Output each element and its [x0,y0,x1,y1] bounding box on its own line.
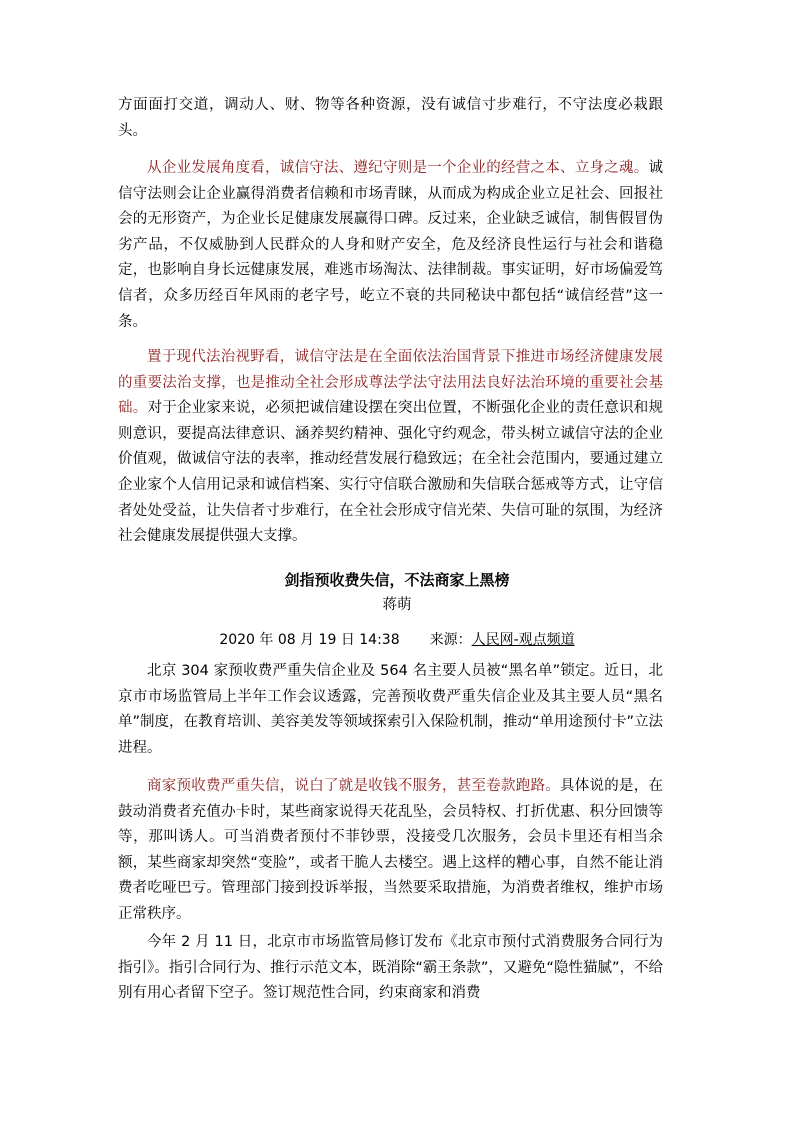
paragraph-highlight: 商家预收费严重失信，说白了就是收钱不服务，甚至卷款跑路。 [147,778,560,794]
paragraph-text: 方面面打交道，调动人、财、物等各种资源，没有诚信寸步难行，不守法度必栽跟头。 [118,97,663,139]
paragraph-text: 诚信守法则会让企业赢得消费者信赖和市场青睐，从而成为构成企业立足社会、回报社会的无形资产，为企业长足健康发展赢得口碑。反过来，企业缺乏诚信，制售假冒伪劣产品，不仅威胁到人民群众的人身和财产安全，危及经济良性运行与社会和谐稳定，也影响自身长远健康发展，难逃市场淘汰、法律制裁。事实证明，好市场偏爱笃信者，众多历经百年风雨的老字号，屹立不衰的共同秘诀中都包括“诚信经营”这一条。 [118,160,663,330]
paragraph-blacklist [118,659,663,761]
article-date: 2020 年 08 月 19 日 14:38 [219,632,400,648]
paragraph-intro-tail [118,93,663,144]
article-source-label: 来源： [429,632,472,648]
paragraph-text: 具体说的是，在鼓动消费者充值办卡时，某些商家说得天花乱坠，会员特权、打折优惠、积分回馈等等，那叫诱人。可当消费者预付不菲钞票，没接受几次服务，会员卡里还有相当余额，某些商家却突然“变脸”，或者干脆人去楼空。遇上这样的糟心事，自然不能让消费者吃哑巴亏。管理部门接到投诉举报，当然要采取措施，为消费者维权，维护市场正常秩序。 [118,778,663,922]
paragraph-enterprise [118,156,663,335]
article-title: 剑指预收费失信，不法商家上黑榜 [284,571,510,589]
paragraph-highlight: 置于现代法治视野看，诚信守法是在全面依法治国背景下推进市场经济健康发展的重要法治支撑，也是推动全社会形成尊法学法守法用法良好法治环境的重要社会基础。 [118,349,663,417]
paragraph-text: 对于企业家来说，必须把诚信建设摆在突出位置，不断强化企业的责任意识和规则意识，要提高法律意识、涵养契约精神、强化守约观念，带头树立诚信守法的企业价值观，做诚信守法的表率，推动经营发展行稳致远；在全社会范围内，要通过建立企业家个人信用记录和诚信档案、实行守信联合激励和失信联合惩戒等方式，让守信者处处受益，让失信者寸步难行，在全社会形成守信光荣、失信可耻的氛围，为经济社会健康发展提供强大支撑。 [118,400,664,545]
paragraph-prepaid [118,774,663,928]
article-author: 蒋萌 [382,597,412,613]
paragraph-guideline [118,930,663,1007]
paragraph-text: 北京 304 家预收费严重失信企业及 564 名主要人员被“黑名单”锁定。近日，北京市市场监管局上半年工作会议透露，完善预收费严重失信企业及其主要人员“黑名单”制度，在教育培训、美容美发等领域探索引入保险机制，推动“单用途预付卡”立法进程。 [118,663,663,756]
paragraph-text: 今年 2 月 11 日，北京市市场监管局修订发布《北京市预付式消费服务合同行为指引》。指引合同行为、推行示范文本，既消除“霸王条款”，又避免“隐性猫腻”，不给别有用心者留下空子。签订规范性合同，约束商家和消费 [118,934,663,1002]
article-source-link[interactable]: 人民网-观点频道 [471,632,575,648]
paragraph-rule-of-law [118,345,663,550]
article-meta [0,629,794,651]
paragraph-highlight: 从企业发展角度看，诚信守法、遵纪守则是一个企业的经营之本、立身之魂。 [147,160,649,176]
